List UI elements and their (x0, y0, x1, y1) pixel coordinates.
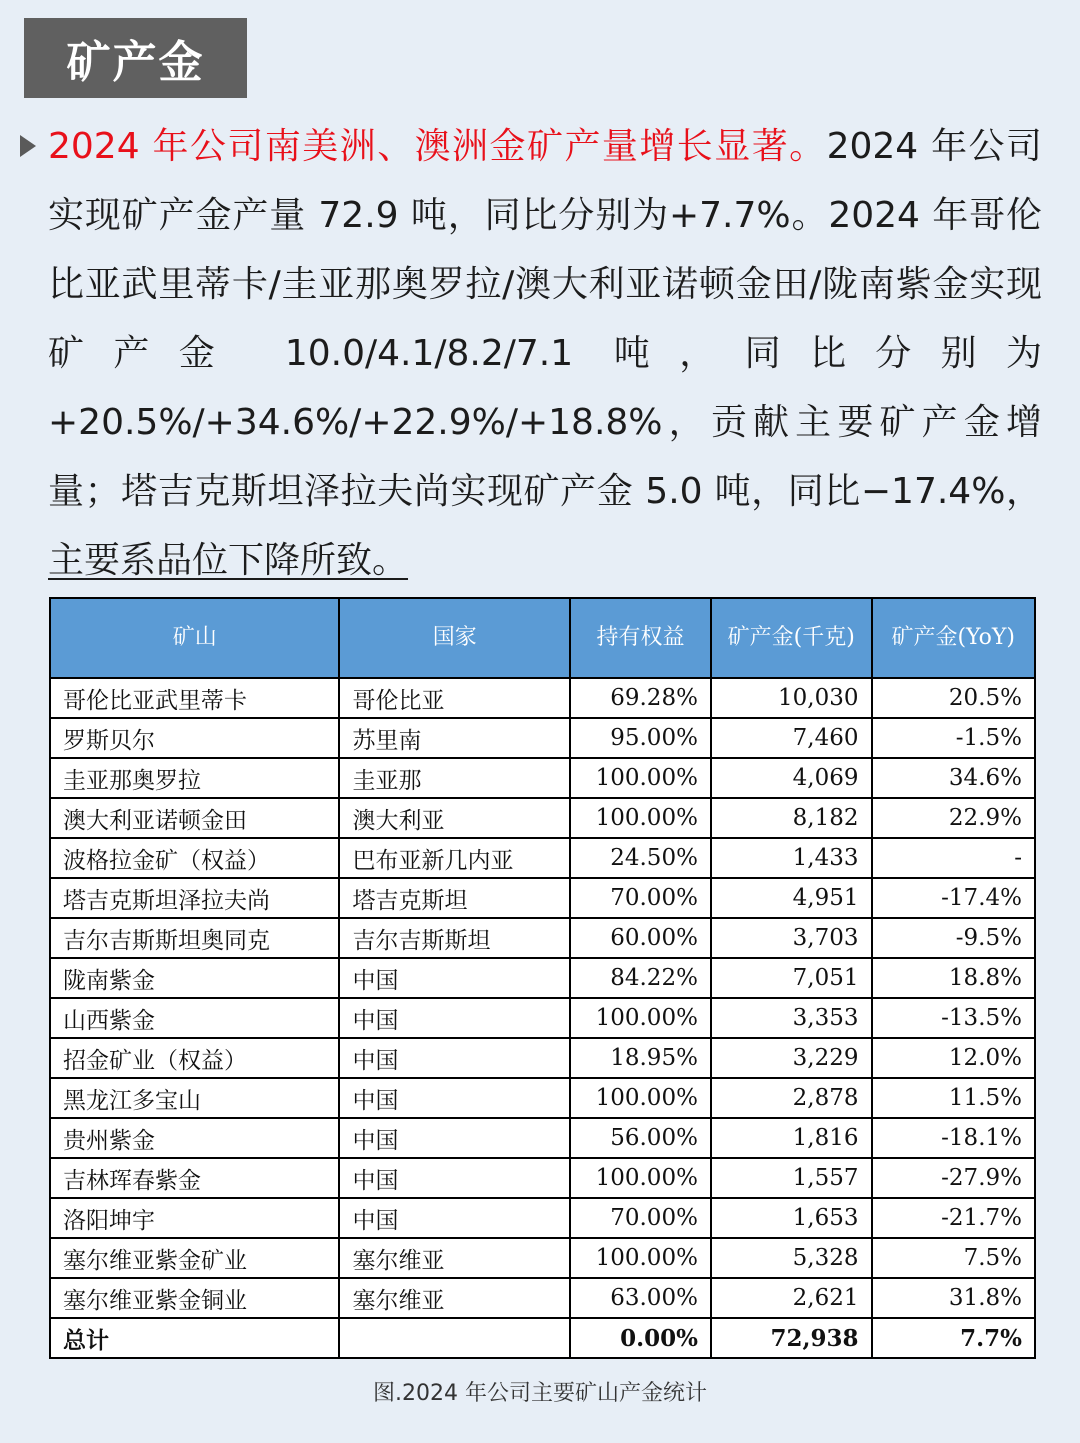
cell-equity: 69.28% (570, 678, 711, 718)
header-country: 国家 (339, 598, 570, 678)
cell-mine: 塞尔维亚紫金矿业 (50, 1238, 339, 1278)
cell-country: 塞尔维亚 (339, 1238, 570, 1278)
cell-country: 圭亚那 (339, 758, 570, 798)
cell-yoy: -21.7% (872, 1198, 1036, 1238)
cell-country: 中国 (339, 958, 570, 998)
table-row (50, 758, 1035, 798)
cell-mine: 波格拉金矿（权益） (50, 838, 339, 878)
cell-gold-output: 4,069 (711, 758, 872, 798)
summary-paragraph (48, 112, 1042, 595)
cell-country: 中国 (339, 1118, 570, 1158)
cell-yoy: 18.8% (872, 958, 1036, 998)
table-header-row (50, 598, 1035, 678)
cell-mine: 吉林珲春紫金 (50, 1158, 339, 1198)
table-row (50, 1078, 1035, 1118)
header-yoy: 矿产金(YoY) (872, 598, 1036, 678)
cell-country: 哥伦比亚 (339, 678, 570, 718)
cell-yoy: - (872, 838, 1036, 878)
table-row (50, 1038, 1035, 1078)
table-row (50, 1198, 1035, 1238)
section-title: 矿产金 (66, 37, 205, 88)
cell-equity: 100.00% (570, 1078, 711, 1118)
cell-gold-output: 1,433 (711, 838, 872, 878)
mine-production-table (49, 597, 1036, 1359)
total-cell-equity: 0.00% (570, 1318, 711, 1358)
cell-gold-output: 3,703 (711, 918, 872, 958)
cell-gold-output: 8,182 (711, 798, 872, 838)
cell-country: 中国 (339, 1198, 570, 1238)
cell-equity: 100.00% (570, 1238, 711, 1278)
cell-mine: 黑龙江多宝山 (50, 1078, 339, 1118)
cell-mine: 罗斯贝尔 (50, 718, 339, 758)
cell-yoy: 31.8% (872, 1278, 1036, 1318)
cell-country: 中国 (339, 1078, 570, 1118)
table-row (50, 718, 1035, 758)
table-row (50, 998, 1035, 1038)
cell-gold-output: 1,816 (711, 1118, 872, 1158)
cell-country: 中国 (339, 998, 570, 1038)
cell-equity: 63.00% (570, 1278, 711, 1318)
cell-equity: 100.00% (570, 758, 711, 798)
cell-gold-output: 2,878 (711, 1078, 872, 1118)
cell-equity: 60.00% (570, 918, 711, 958)
cell-mine: 塔吉克斯坦泽拉夫尚 (50, 878, 339, 918)
section-title-box (24, 18, 247, 98)
cell-yoy: 20.5% (872, 678, 1036, 718)
cell-gold-output: 3,229 (711, 1038, 872, 1078)
cell-mine: 哥伦比亚武里蒂卡 (50, 678, 339, 718)
cell-gold-output: 1,557 (711, 1158, 872, 1198)
cell-country: 塔吉克斯坦 (339, 878, 570, 918)
cell-country: 澳大利亚 (339, 798, 570, 838)
table-row (50, 878, 1035, 918)
cell-gold-output: 7,460 (711, 718, 872, 758)
triangle-bullet-icon (20, 135, 36, 157)
figure-caption: 图.2024 年公司主要矿山产金统计 (373, 1381, 707, 1406)
cell-yoy: 22.9% (872, 798, 1036, 838)
table-row (50, 1278, 1035, 1318)
cell-gold-output: 1,653 (711, 1198, 872, 1238)
cell-country: 巴布亚新几内亚 (339, 838, 570, 878)
total-cell-mine: 总计 (50, 1318, 339, 1358)
cell-yoy: 11.5% (872, 1078, 1036, 1118)
header-gold-output: 矿产金(千克) (711, 598, 872, 678)
table-row (50, 798, 1035, 838)
total-cell-yoy: 7.7% (872, 1318, 1036, 1358)
underlined-conclusion: 主要系品位下降所致。 (48, 540, 409, 581)
cell-yoy: -13.5% (872, 998, 1036, 1038)
paragraph-body: 2024 年公司实现矿产金产量 72.9 吨，同比分别为+7.7%。2024 年哥伦比亚武里蒂卡/圭亚那奥罗拉/澳大利亚诺顿金田/陇南紫金实现矿产金 10.0/4.1/8.2/7.1 吨，同比分别为+20.5%/+34.6%/+22.9%/+18.8%，贡献主要矿产金增量；塔吉克斯坦泽拉夫尚实现矿产金 5.0 吨，同比−17.4%， (48, 126, 1043, 512)
cell-gold-output: 10,030 (711, 678, 872, 718)
cell-yoy: -27.9% (872, 1158, 1036, 1198)
cell-equity: 100.00% (570, 798, 711, 838)
cell-mine: 洛阳坤宇 (50, 1198, 339, 1238)
cell-mine: 招金矿业（权益） (50, 1038, 339, 1078)
cell-gold-output: 4,951 (711, 878, 872, 918)
table-row (50, 918, 1035, 958)
cell-mine: 塞尔维亚紫金铜业 (50, 1278, 339, 1318)
cell-mine: 吉尔吉斯斯坦奥同克 (50, 918, 339, 958)
table-row (50, 1118, 1035, 1158)
cell-gold-output: 2,621 (711, 1278, 872, 1318)
cell-yoy: -17.4% (872, 878, 1036, 918)
cell-gold-output: 5,328 (711, 1238, 872, 1278)
cell-yoy: -1.5% (872, 718, 1036, 758)
cell-equity: 18.95% (570, 1038, 711, 1078)
cell-equity: 70.00% (570, 1198, 711, 1238)
cell-yoy: 12.0% (872, 1038, 1036, 1078)
cell-equity: 70.00% (570, 878, 711, 918)
cell-equity: 100.00% (570, 1158, 711, 1198)
cell-country: 中国 (339, 1038, 570, 1078)
cell-equity: 56.00% (570, 1118, 711, 1158)
cell-equity: 84.22% (570, 958, 711, 998)
cell-gold-output: 3,353 (711, 998, 872, 1038)
cell-mine: 圭亚那奥罗拉 (50, 758, 339, 798)
cell-yoy: -18.1% (872, 1118, 1036, 1158)
cell-yoy: -9.5% (872, 918, 1036, 958)
cell-yoy: 7.5% (872, 1238, 1036, 1278)
total-cell-gold-output: 72,938 (711, 1318, 872, 1358)
table-body (50, 678, 1035, 1358)
total-cell-country (339, 1318, 570, 1358)
cell-mine: 澳大利亚诺顿金田 (50, 798, 339, 838)
table-total-row (50, 1318, 1035, 1358)
cell-mine: 山西紫金 (50, 998, 339, 1038)
cell-equity: 24.50% (570, 838, 711, 878)
cell-country: 苏里南 (339, 718, 570, 758)
cell-country: 吉尔吉斯斯坦 (339, 918, 570, 958)
cell-mine: 陇南紫金 (50, 958, 339, 998)
cell-yoy: 34.6% (872, 758, 1036, 798)
table-row (50, 678, 1035, 718)
table-row (50, 1238, 1035, 1278)
table-row (50, 958, 1035, 998)
cell-mine: 贵州紫金 (50, 1118, 339, 1158)
cell-equity: 95.00% (570, 718, 711, 758)
highlight-sentence: 2024 年公司南美洲、澳洲金矿产量增长显著。 (48, 126, 827, 167)
table-row (50, 838, 1035, 878)
header-equity: 持有权益 (570, 598, 711, 678)
table-row (50, 1158, 1035, 1198)
cell-equity: 100.00% (570, 998, 711, 1038)
header-mine: 矿山 (50, 598, 339, 678)
cell-country: 塞尔维亚 (339, 1278, 570, 1318)
cell-country: 中国 (339, 1158, 570, 1198)
cell-gold-output: 7,051 (711, 958, 872, 998)
